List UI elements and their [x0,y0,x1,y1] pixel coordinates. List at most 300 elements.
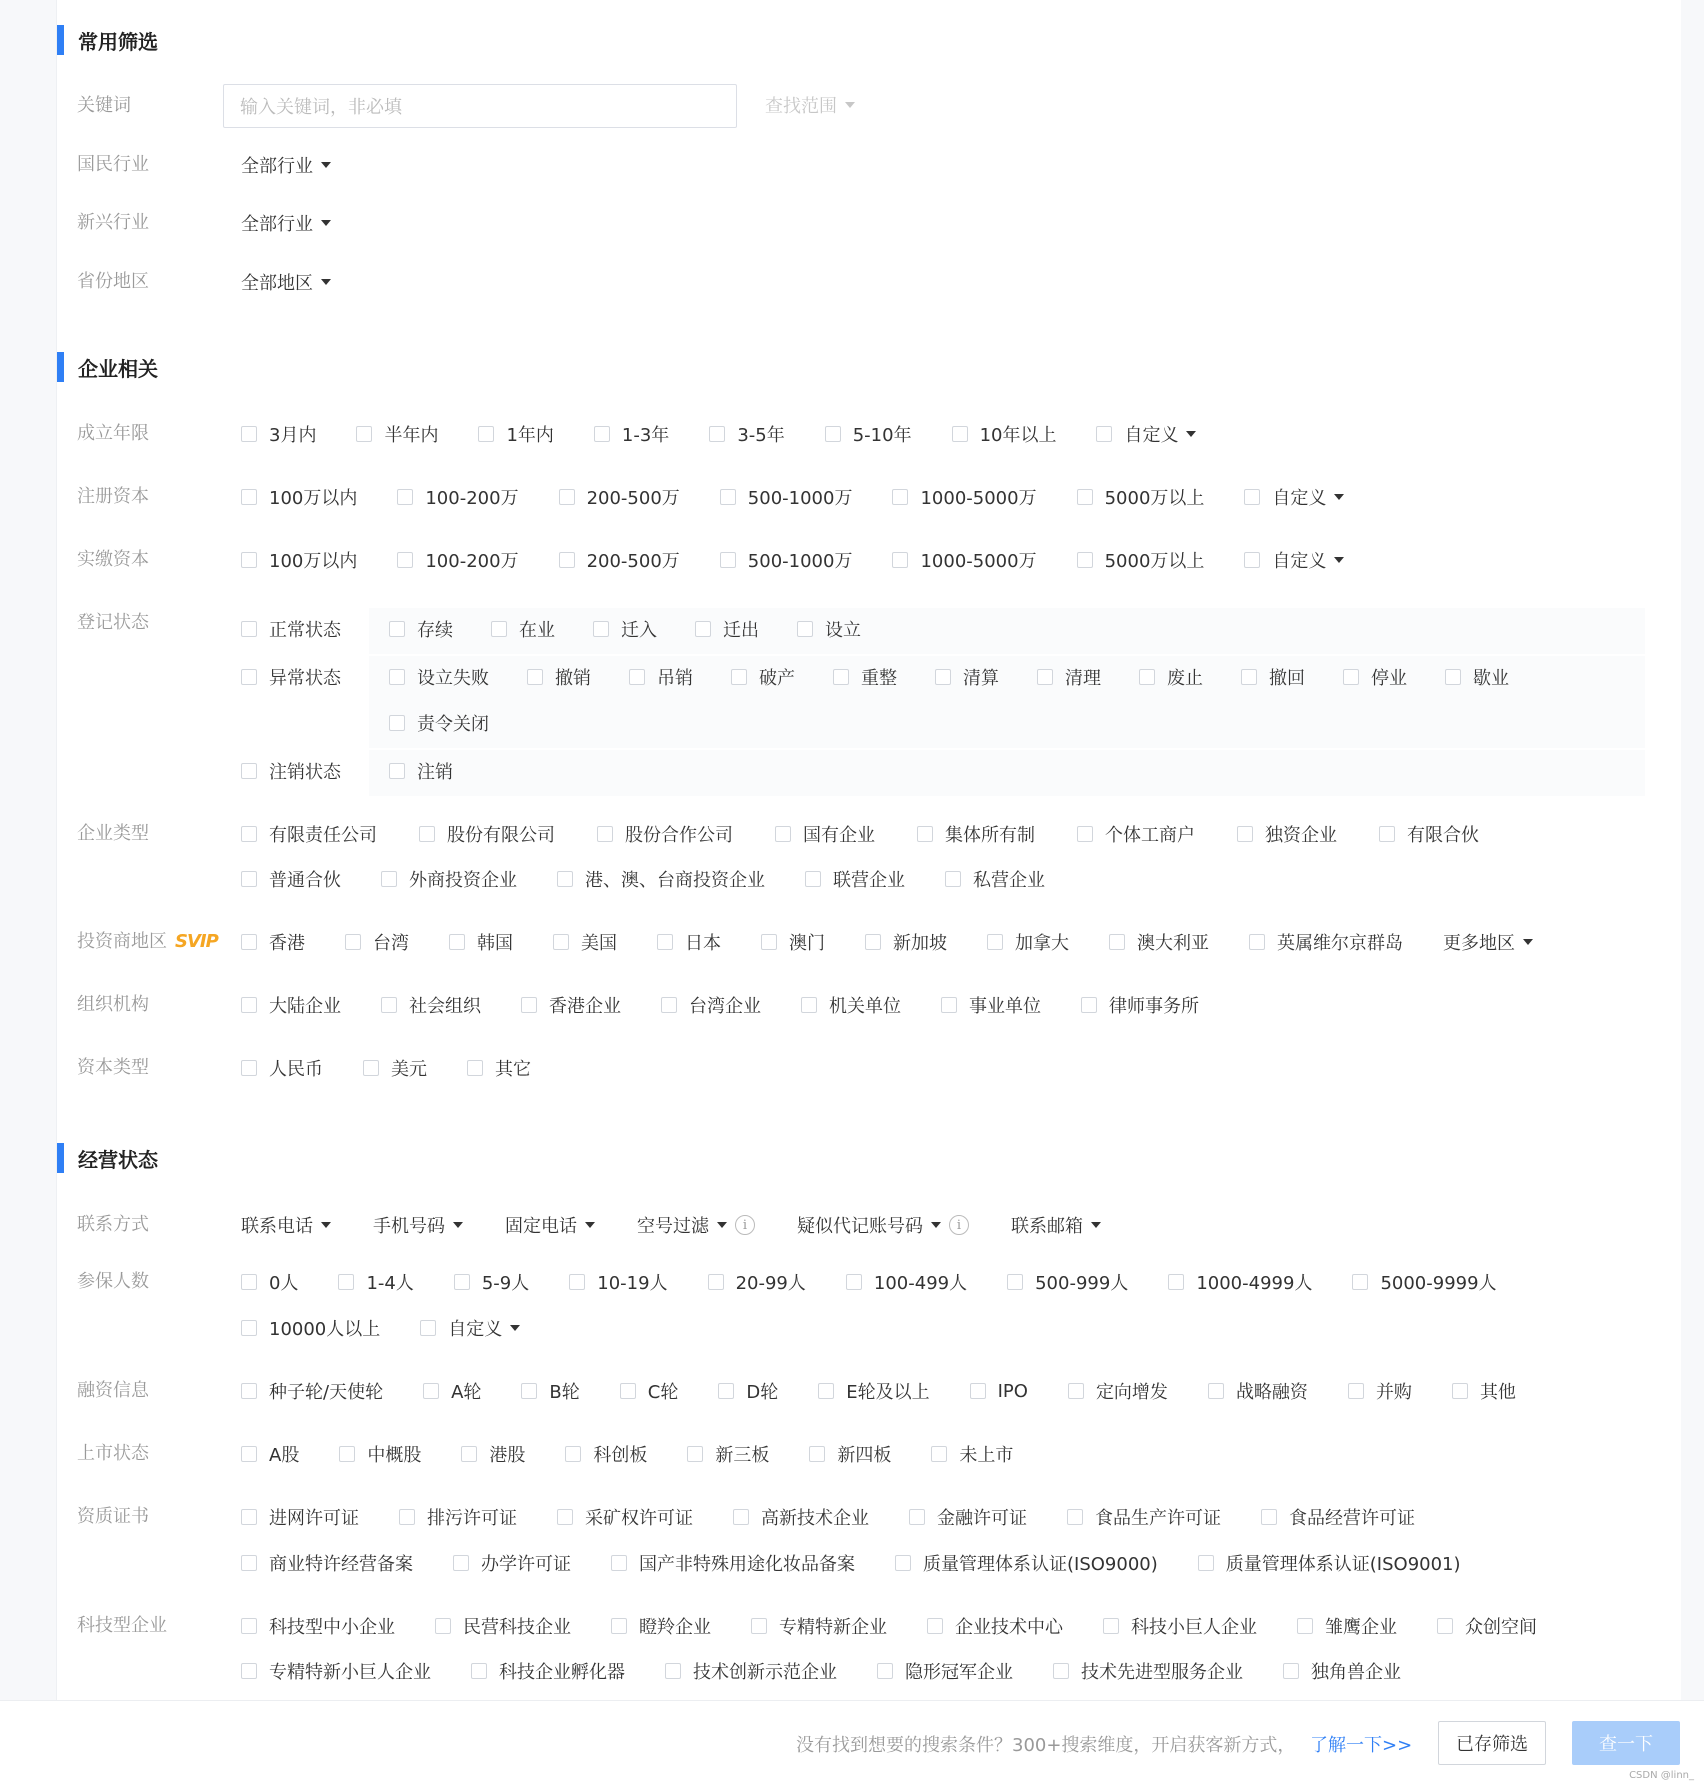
checkbox-icon[interactable] [1244,552,1260,568]
checkbox-option[interactable] [593,617,657,641]
checkbox-option[interactable] [338,1270,413,1294]
checkbox-normal-status[interactable]: 正常状态 [241,617,341,641]
checkbox-option[interactable] [720,485,853,509]
checkbox-option[interactable] [945,867,1045,891]
checkbox-option[interactable] [987,930,1069,954]
checkbox-label: 进网许可证 [269,1508,359,1529]
checkbox-icon[interactable] [399,1509,415,1525]
checkbox-icon[interactable] [833,669,849,685]
checkbox-option[interactable] [559,548,680,572]
checkbox-option[interactable] [833,665,897,689]
checkbox-option[interactable] [801,993,901,1017]
checkbox-icon[interactable] [559,552,575,568]
checkbox-label: 大陆企业 [269,996,341,1017]
checkbox-icon[interactable] [1343,669,1359,685]
checkbox-label: 设立 [825,620,861,641]
checkbox-option[interactable] [818,1379,929,1403]
keyword-input[interactable] [223,84,737,128]
checkbox-icon[interactable] [381,871,397,887]
checkbox-option[interactable] [241,1551,413,1575]
checkbox-label: 1000-5000万 [920,551,1037,572]
checkbox-option[interactable] [241,993,341,1017]
checkbox-option[interactable] [381,867,517,891]
checkbox-icon[interactable] [1053,1663,1069,1679]
checkbox-icon[interactable] [397,489,413,505]
checkbox-icon[interactable] [565,1446,581,1462]
checkbox-option[interactable] [629,665,693,689]
checkbox-icon[interactable] [389,763,405,779]
checkbox-icon[interactable] [241,934,257,950]
checkbox-icon[interactable] [809,1446,825,1462]
checkbox-icon[interactable] [241,1060,257,1076]
checkbox-option[interactable] [1343,665,1407,689]
checkbox-icon[interactable] [527,669,543,685]
checkbox-icon[interactable] [389,669,405,685]
checkbox-option[interactable] [611,1614,711,1638]
checkbox-option[interactable] [467,1056,531,1080]
checkbox-icon[interactable] [569,1274,585,1290]
checkbox-icon[interactable] [597,826,613,842]
checkbox-icon[interactable] [241,1618,257,1634]
checkbox-icon[interactable] [467,1060,483,1076]
checkbox-icon[interactable] [449,934,465,950]
checkbox-icon[interactable] [1244,489,1260,505]
checkbox-label: 雏鹰企业 [1325,1617,1397,1638]
checkbox-option[interactable] [569,1270,667,1294]
checkbox-option[interactable] [1261,1505,1415,1529]
dropdown-contact-phone[interactable]: 联系电话 [241,1213,331,1237]
listing-label: 上市状态 [77,1443,149,1464]
checkbox-icon[interactable] [241,997,257,1013]
checkbox-option[interactable] [419,822,555,846]
checkbox-icon[interactable] [1261,1509,1277,1525]
checkbox-option[interactable] [399,1505,517,1529]
checkbox-icon[interactable] [1037,669,1053,685]
checkbox-option[interactable] [356,422,438,446]
checkbox-option[interactable] [892,548,1036,572]
custom-dropdown[interactable] [420,1316,520,1340]
search-button[interactable]: 查一下 [1572,1721,1680,1765]
checkbox-option[interactable] [661,993,761,1017]
checkbox-option[interactable] [1037,665,1101,689]
checkbox-icon[interactable] [818,1383,834,1399]
checkbox-icon[interactable] [945,871,961,887]
saved-filters-button[interactable]: 已存筛选 [1438,1721,1546,1765]
province-dropdown[interactable] [241,270,331,294]
checkbox-icon[interactable] [687,1446,703,1462]
more-regions-dropdown[interactable] [1443,930,1533,954]
checkbox-option[interactable] [952,422,1057,446]
checkbox-option[interactable] [241,822,377,846]
checkbox-icon[interactable] [892,489,908,505]
checkbox-option[interactable] [1053,1659,1243,1683]
dropdown-landline[interactable]: 固定电话 [505,1213,595,1237]
checkbox-icon[interactable] [611,1618,627,1634]
checkbox-icon[interactable] [895,1555,911,1571]
checkbox-option[interactable] [1077,485,1205,509]
checkbox-label: 质量管理体系认证(ISO9000) [923,1554,1158,1575]
checkbox-icon[interactable] [356,426,372,442]
dropdown-email[interactable]: 联系邮箱 [1011,1213,1101,1237]
checkbox-icon[interactable] [338,1274,354,1290]
checkbox-cancel-status[interactable]: 注销状态 [241,759,341,783]
checkbox-icon[interactable] [521,1383,537,1399]
checkbox-icon[interactable] [720,552,736,568]
checkbox-option[interactable] [970,1379,1028,1403]
checkbox-icon[interactable] [594,426,610,442]
checkbox-option[interactable] [1348,1379,1412,1403]
checkbox-icon[interactable] [865,934,881,950]
checkbox-option[interactable] [241,1270,298,1294]
checkbox-icon[interactable] [1077,826,1093,842]
checkbox-icon[interactable] [970,1383,986,1399]
checkbox-option[interactable] [389,759,453,783]
checkbox-option[interactable] [751,1614,887,1638]
checkbox-option[interactable] [397,548,518,572]
checkbox-icon[interactable] [345,934,361,950]
checkbox-icon[interactable] [709,426,725,442]
checkbox-option[interactable] [478,422,553,446]
checkbox-option[interactable] [389,665,489,689]
checkbox-option[interactable] [1067,1505,1221,1529]
checkbox-icon[interactable] [241,1383,257,1399]
checkbox-icon[interactable] [593,621,609,637]
checkbox-option[interactable] [1077,548,1205,572]
checkbox-option[interactable] [435,1614,571,1638]
checkbox-option[interactable] [241,1614,395,1638]
checkbox-option[interactable] [865,930,947,954]
checkbox-option[interactable] [1081,993,1199,1017]
checkbox-abnormal-status[interactable]: 异常状态 [241,665,341,689]
checkbox-option[interactable] [241,1505,359,1529]
checkbox-icon[interactable] [241,1555,257,1571]
checkbox-option[interactable] [461,1442,525,1466]
checkbox-option[interactable] [594,422,669,446]
checkbox-icon[interactable] [389,715,405,731]
custom-dropdown[interactable] [1096,422,1196,446]
paidcap-label: 实缴资本 [77,549,149,570]
checkbox-option[interactable] [1198,1551,1461,1575]
checkbox-icon[interactable] [363,1060,379,1076]
checkbox-icon[interactable] [453,1555,469,1571]
checkbox-icon[interactable] [471,1663,487,1679]
checkbox-option[interactable] [846,1270,967,1294]
checkbox-option[interactable] [557,867,765,891]
checkbox-option[interactable] [733,1505,869,1529]
checkbox-option[interactable] [241,867,341,891]
checkbox-option[interactable] [1237,822,1337,846]
checkbox-icon[interactable] [805,871,821,887]
checkbox-icon[interactable] [708,1274,724,1290]
checkbox-icon[interactable] [1081,997,1097,1013]
checkbox-label: 专精特新企业 [779,1617,887,1638]
checkbox-icon[interactable] [941,997,957,1013]
checkbox-icon[interactable] [801,997,817,1013]
checkbox-icon[interactable] [927,1618,943,1634]
checkbox-option[interactable] [389,711,489,735]
checkbox-option[interactable] [1352,1270,1496,1294]
checkbox-label: 食品经营许可证 [1289,1508,1415,1529]
checkbox-option[interactable] [397,485,518,509]
checkbox-icon[interactable] [909,1509,925,1525]
checkbox-icon[interactable] [892,552,908,568]
checkbox-option[interactable] [927,1614,1063,1638]
checkbox-icon[interactable] [1352,1274,1368,1290]
custom-dropdown[interactable] [1244,548,1344,572]
checkbox-option[interactable] [620,1379,679,1403]
checkbox-icon[interactable] [1139,669,1155,685]
checkbox-icon[interactable] [553,934,569,950]
checkbox-option[interactable] [345,930,409,954]
dropdown-empty-filter[interactable]: 空号过滤 [637,1213,727,1237]
checkbox-icon[interactable] [1437,1618,1453,1634]
checkbox-icon[interactable] [720,489,736,505]
checkbox-option[interactable] [241,1056,323,1080]
checkbox-icon[interactable] [1168,1274,1184,1290]
learn-more-link[interactable]: 了解一下>> [1310,1735,1413,1756]
checkbox-icon[interactable] [241,871,257,887]
checkbox-icon[interactable] [1348,1383,1364,1399]
checkbox-option[interactable] [825,422,912,446]
checkbox-option[interactable] [1241,665,1305,689]
checkbox-icon[interactable] [931,1446,947,1462]
checkbox-option[interactable] [797,617,861,641]
checkbox-icon[interactable] [797,621,813,637]
checkbox-icon[interactable] [435,1618,451,1634]
checkbox-icon[interactable] [1208,1383,1224,1399]
checkbox-option[interactable] [241,485,357,509]
checkbox-icon[interactable] [657,934,673,950]
checkbox-icon[interactable] [1109,934,1125,950]
custom-dropdown[interactable] [1244,485,1344,509]
checkbox-option[interactable] [1297,1614,1397,1638]
checkbox-option[interactable] [1007,1270,1128,1294]
regcap-label: 注册资本 [77,486,149,507]
checkbox-option[interactable] [423,1379,481,1403]
checkbox-label: 并购 [1375,1382,1412,1403]
checkbox-icon[interactable] [1283,1663,1299,1679]
regstatus-label: 登记状态 [77,612,149,633]
checkbox-icon[interactable] [987,934,1003,950]
checkbox-option[interactable] [339,1442,421,1466]
checkbox-icon[interactable] [731,669,747,685]
checkbox-option[interactable] [521,1379,579,1403]
checkbox-option[interactable] [527,665,591,689]
checkbox-option[interactable] [657,930,721,954]
checkbox-icon[interactable] [420,1320,436,1336]
checkbox-icon[interactable] [620,1383,636,1399]
scope-dropdown[interactable] [765,92,855,118]
checkbox-icon[interactable] [935,669,951,685]
checkbox-option[interactable] [389,617,453,641]
checkbox-icon[interactable] [557,1509,573,1525]
checkbox-option[interactable] [687,1442,769,1466]
checkbox-option[interactable] [241,1659,431,1683]
checkbox-icon[interactable] [241,552,257,568]
checkbox-icon[interactable] [559,489,575,505]
checkbox-option[interactable] [761,930,825,954]
checkbox-option[interactable] [935,665,999,689]
checkbox-icon[interactable] [1103,1618,1119,1634]
checkbox-option[interactable] [917,822,1035,846]
dropdown-mobile[interactable]: 手机号码 [373,1213,463,1237]
checkbox-option[interactable] [363,1056,427,1080]
checkbox-icon[interactable] [1237,826,1253,842]
checkbox-icon[interactable] [478,426,494,442]
checkbox-icon[interactable] [1068,1383,1084,1399]
dropdown-proxy-number[interactable]: 疑似代记账号码 [797,1213,941,1237]
checkbox-option[interactable] [720,548,853,572]
checkbox-option[interactable] [775,822,875,846]
info-icon[interactable]: i [949,1215,969,1235]
checkbox-icon[interactable] [1007,1274,1023,1290]
checkbox-icon[interactable] [521,997,537,1013]
checkbox-icon[interactable] [1077,552,1093,568]
checkbox-option[interactable] [731,665,795,689]
checkbox-option[interactable] [241,930,305,954]
checkbox-option[interactable] [1249,930,1403,954]
captype-label: 资本类型 [77,1057,149,1078]
checkbox-icon[interactable] [241,426,257,442]
checkbox-option[interactable] [1445,665,1509,689]
paidcap-options [241,548,1344,572]
checkbox-icon[interactable] [611,1555,627,1571]
checkbox-option[interactable] [1139,665,1203,689]
checkbox-icon[interactable] [1077,489,1093,505]
checkbox-option[interactable] [809,1442,891,1466]
checkbox-option[interactable] [553,930,617,954]
checkbox-icon[interactable] [389,621,405,637]
checkbox-option[interactable] [471,1659,625,1683]
checkbox-option[interactable] [241,422,316,446]
checkbox-option[interactable] [1168,1270,1312,1294]
checkbox-option[interactable] [709,422,784,446]
checkbox-option[interactable] [454,1270,529,1294]
checkbox-icon[interactable] [846,1274,862,1290]
checkbox-icon[interactable] [241,1274,257,1290]
checkbox-label: 澳门 [789,933,825,954]
checkbox-option[interactable] [931,1442,1013,1466]
checkbox-option[interactable] [1109,930,1209,954]
checkbox-icon[interactable] [775,826,791,842]
tech-options [241,1614,1537,1638]
checkbox-icon[interactable] [1297,1618,1313,1634]
checkbox-icon[interactable] [241,1509,257,1525]
checkbox-option[interactable] [665,1659,837,1683]
industry-dropdown[interactable] [241,153,331,177]
checkbox-option[interactable] [1379,822,1479,846]
checkbox-label: 港股 [489,1445,526,1466]
checkbox-option[interactable] [877,1659,1013,1683]
checkbox-option[interactable] [1077,822,1195,846]
checkbox-icon[interactable] [825,426,841,442]
checkbox-option[interactable] [1068,1379,1168,1403]
checkbox-option[interactable] [597,822,733,846]
checkbox-icon[interactable] [491,621,507,637]
checkbox-option[interactable] [941,993,1041,1017]
checkbox-option[interactable] [718,1379,778,1403]
checkbox-icon[interactable] [1249,934,1265,950]
emerging-dropdown[interactable] [241,211,331,235]
checkbox-icon[interactable] [339,1446,355,1462]
checkbox-option[interactable] [453,1551,571,1575]
checkbox-icon[interactable] [751,1618,767,1634]
enttype-options [241,822,1479,846]
checkbox-icon[interactable] [952,426,968,442]
checkbox-option[interactable] [1437,1614,1537,1638]
checkbox-option[interactable] [565,1442,647,1466]
checkbox-icon[interactable] [1452,1383,1468,1399]
checkbox-icon[interactable] [695,621,711,637]
checkbox-icon[interactable] [241,1663,257,1679]
checkbox-icon[interactable] [397,552,413,568]
checkbox-label: 歇业 [1473,668,1509,689]
checkbox-option[interactable] [491,617,555,641]
filter-panel [56,0,1681,1700]
checkbox-label: 清算 [963,668,999,689]
province-value: 全部地区 [241,273,313,294]
checkbox-icon[interactable] [733,1509,749,1525]
checkbox-option[interactable] [521,993,621,1017]
checkbox-icon[interactable] [241,826,257,842]
checkbox-icon[interactable] [419,826,435,842]
checkbox-icon[interactable] [461,1446,477,1462]
checkbox-option[interactable] [895,1551,1158,1575]
checkbox-icon[interactable] [1096,426,1112,442]
checkbox-option[interactable] [241,548,357,572]
checkbox-option[interactable] [1103,1614,1257,1638]
checkbox-icon[interactable] [241,1446,257,1462]
checkbox-icon[interactable] [1198,1555,1214,1571]
checkbox-icon[interactable] [718,1383,734,1399]
checkbox-option[interactable] [708,1270,806,1294]
info-icon[interactable]: i [735,1215,755,1235]
checkbox-option[interactable] [559,485,680,509]
checkbox-icon[interactable] [917,826,933,842]
checkbox-option[interactable] [241,1316,380,1340]
checkbox-icon[interactable] [557,871,573,887]
cancel-status-block [369,750,1645,796]
checkbox-icon[interactable] [761,934,777,950]
checkbox-icon[interactable] [629,669,645,685]
checkbox-icon[interactable] [665,1663,681,1679]
checkbox-icon[interactable] [241,489,257,505]
checkbox-icon[interactable] [1067,1509,1083,1525]
checkbox-option[interactable] [557,1505,693,1529]
checkbox-option[interactable] [1208,1379,1308,1403]
checkbox-option[interactable] [381,993,481,1017]
checkbox-option[interactable] [449,930,513,954]
checkbox-icon[interactable] [381,997,397,1013]
checkbox-option[interactable] [611,1551,855,1575]
checkbox-option[interactable] [909,1505,1027,1529]
checkbox-icon[interactable] [241,1320,257,1336]
checkbox-option[interactable] [241,1379,383,1403]
checkbox-option[interactable] [1283,1659,1401,1683]
checkbox-option[interactable] [805,867,905,891]
checkbox-icon[interactable] [1445,669,1461,685]
checkbox-icon[interactable] [454,1274,470,1290]
checkbox-option[interactable] [695,617,759,641]
checkbox-icon[interactable] [877,1663,893,1679]
checkbox-icon[interactable] [423,1383,439,1399]
checkbox-icon[interactable] [661,997,677,1013]
checkbox-icon[interactable] [1241,669,1257,685]
checkbox-option[interactable] [1452,1379,1516,1403]
checkbox-option[interactable] [892,485,1036,509]
checkbox-option[interactable] [241,1442,299,1466]
checkbox-icon[interactable] [1379,826,1395,842]
